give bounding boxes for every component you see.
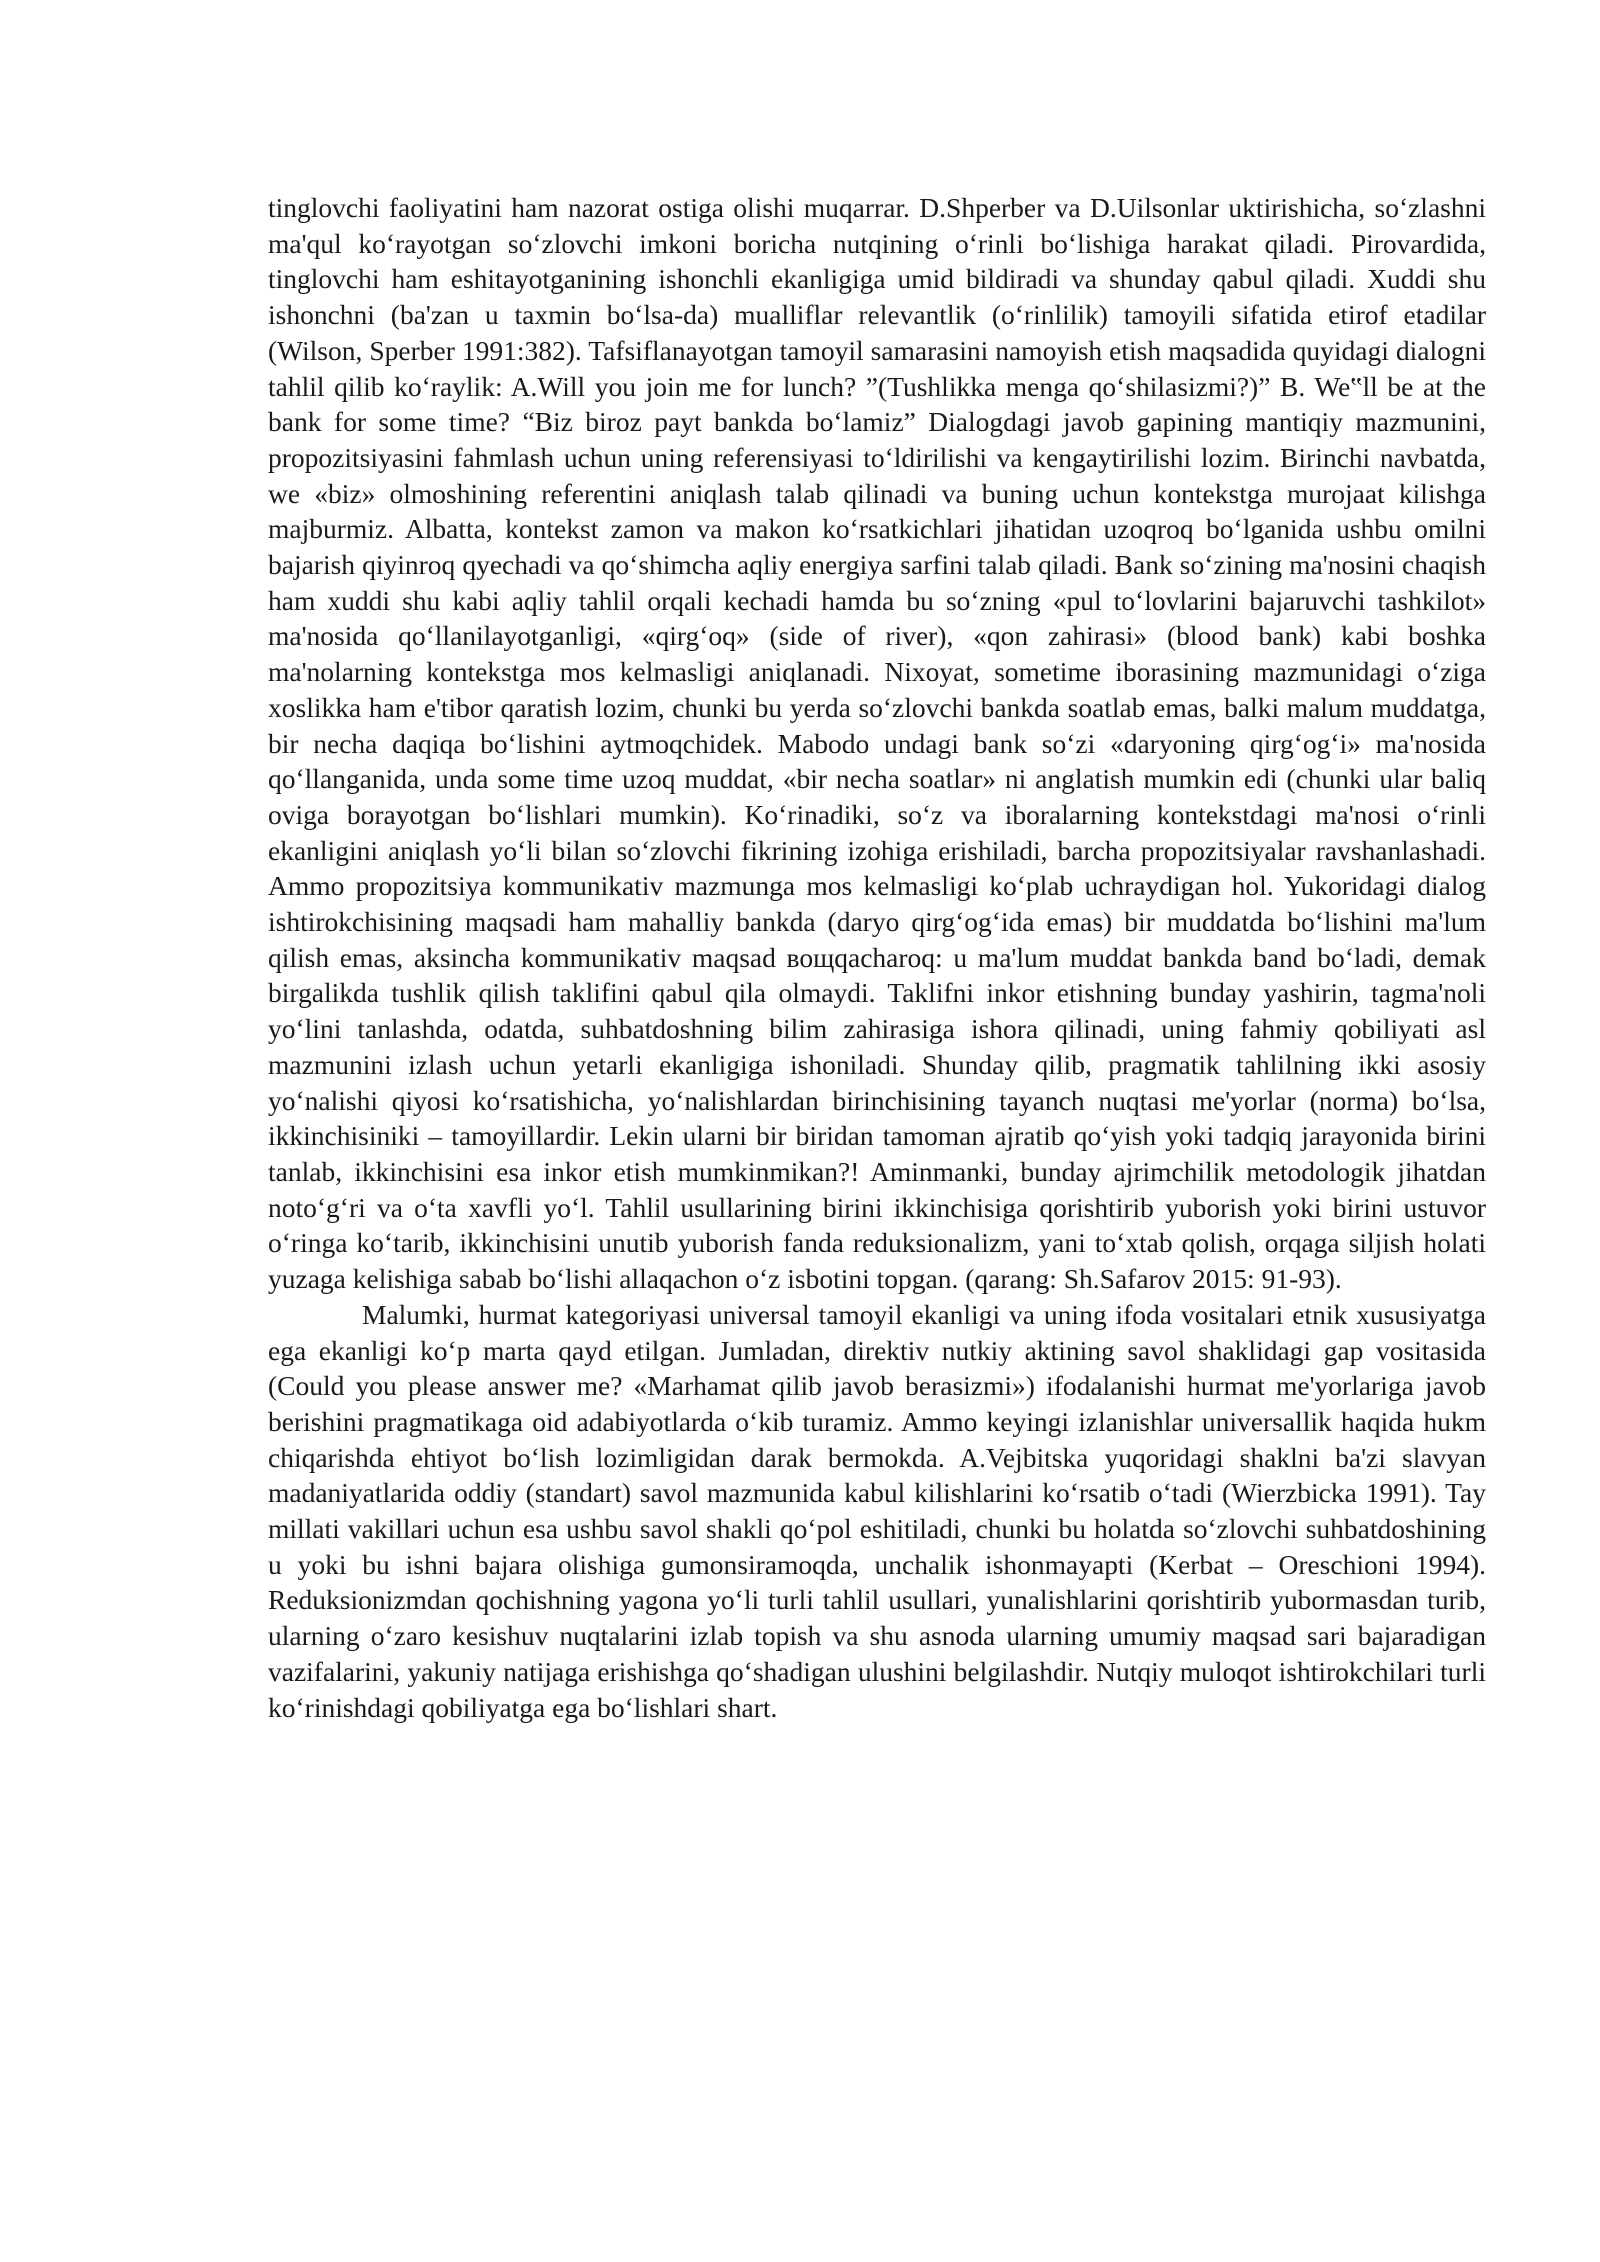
body-text [268, 190, 1486, 1725]
paragraph-politeness-category: Malumki, hurmat kategoriyasi universal tamoyil ekanligi va uning ifoda vositalari etnik xususiyatga ega ekanligi ko‘p marta qayd etilgan. Jumladan, direktiv nutkiy aktining savol shaklidagi gap vositasida (Could you please answer me? «Marhamat qilib javob berasizmi») ifodalanishi hurmat me'yorlariga javob berishini pragmatikaga oid adabiyotlarda o‘kib turamiz. Ammo keyingi izlanishlar universallik haqida hukm chiqarishda ehtiyot bo‘lish lozimligidan darak bermokda. A.Vejbitska yuqoridagi shaklni ba'zi slavyan madaniyatlarida oddiy (standart) savol mazmunida kabul kilishlarini ko‘rsatib o‘tadi (Wierzbicka 1991). Tay millati vakillari uchun esa ushbu savol shakli qo‘pol eshitiladi, chunki bu holatda so‘zlovchi suhbatdoshining u yoki bu ishni bajara olishiga gumonsiramoqda, unchalik ishonmayapti (Kerbat – Oreschioni 1994). Reduksionizmdan qochishning yagona yo‘li turli tahlil usullari, yunalishlarini qorishtirib yubormasdan turib, ularning o‘zaro kesishuv nuqtalarini izlab topish va shu asnoda ularning umumiy maqsad sari bajaradigan vazifalarini, yakuniy natijaga erishishga qo‘shadigan ulushini belgilashdir. Nutqiy muloqot ishtirokchilari turli ko‘rinishdagi qobiliyatga ega bo‘lishlari shart. [268, 1298, 1486, 1723]
paragraph-continuation: tinglovchi faoliyatini ham nazorat ostiga olishi muqarrar. D.Shperber va D.Uilsonlar uktirishicha, so‘zlashni ma'qul ko‘rayotgan so‘zlovchi imkoni boricha nutqining o‘rinli bo‘lishiga harakat qiladi. Pirovardida, tinglovchi ham eshitayotganining ishonchli ekanligiga umid bildiradi va shunday qabul qiladi. Xuddi shu ishonchni (ba'zan u taxmin bo‘lsa-da) mualliflar relevantlik (o‘rinlilik) tamoyili sifatida etirof etadilar (Wilson, Sperber 1991:382). Tafsiflanayotgan tamoyil samarasini namoyish etish maqsadida quyidagi dialogni tahlil qilib ko‘raylik: A.Will you join me for lunch? ”(Tushlikka menga qo‘shilasizmi?)” B. We‟ll be at the bank for some time? “Biz biroz payt bankda bo‘lamiz” Dialogdagi javob gapining mantiqiy mazmunini, propozitsiyasini fahmlash uchun uning referensiyasi to‘ldirilishi va kengaytirilishi lozim. Birinchi navbatda, we «biz» olmoshining referentini aniqlash talab qilinadi va buning uchun kontekstga murojaat kilishga majburmiz. Albatta, kontekst zamon va makon ko‘rsatkichlari jihatidan uzoqroq bo‘lganida ushbu omilni bajarish qiyinroq qyechadi va qo‘shimcha aqliy energiya sarfini talab qiladi. Bank so‘zining ma'nosini chaqish ham xuddi shu kabi aqliy tahlil orqali kechadi hamda bu so‘zning «pul to‘lovlarini bajaruvchi tashkilot» ma'nosida qo‘llanilayotganligi, «qirg‘oq» (side of river), «qon zahirasi» (blood bank) kabi boshka ma'nolarning kontekstga mos kelmasligi aniqlanadi. Nixoyat, sometime iborasining mazmunidagi o‘ziga xoslikka ham e'tibor qaratish lozim, chunki bu yerda so‘zlovchi bankda soatlab emas, balki malum muddatga, bir necha daqiqa bo‘lishini aytmoqchidek. Mabodo undagi bank so‘zi «daryoning qirg‘og‘i» ma'nosida qo‘llanganida, unda some time uzoq muddat, «bir necha soatlar» ni anglatish mumkin edi (chunki ular baliq oviga borayotgan bo‘lishlari mumkin). Ko‘rinadiki, so‘z va iboralarning kontekstdagi ma'nosi o‘rinli ekanligini aniqlash yo‘li bilan so‘zlovchi fikrining izohiga erishiladi, barcha propozitsiyalar ravshanlashadi. Ammo propozitsiya kommunikativ mazmunga mos kelmasligi ko‘plab uchraydigan hol. Yukoridagi dialog ishtirokchisining maqsadi ham mahalliy bankda (daryo qirg‘og‘ida emas) bir muddatda bo‘lishini ma'lum qilish emas, aksincha kommunikativ maqsad вощqacharoq: u ma'lum muddat bankda band bo‘ladi, demak birgalikda tushlik qilish taklifini qabul qila olmaydi. Taklifni inkor etishning bunday yashirin, tagma'noli yo‘lini tanlashda, odatda, suhbatdoshning bilim zahirasiga ishora qilinadi, uning fahmiy qobiliyati asl mazmunini izlash uchun yetarli ekanligiga ishoniladi. Shunday qilib, pragmatik tahlilning ikki asosiy yo‘nalishi qiyosi ko‘rsatishicha, yo‘nalishlardan birinchisining tayanch nuqtasi me'yorlar (norma) bo‘lsa, ikkinchisiniki – tamoyillardir. Lekin ularni bir biridan tamoman ajratib qo‘yish yoki tadqiq jarayonida birini tanlab, ikkinchisini esa inkor etish mumkinmikan?! Aminmanki, bunday ajrimchilik metodologik jihatdan noto‘g‘ri va o‘ta xavfli yo‘l. Tahlil usullarining birini ikkinchisiga qorishtirib yuborish yoki birini ustuvor o‘ringa ko‘tarib, ikkinchisini unutib yuborish fanda reduksionalizm, yani to‘xtab qolish, orqaga siljish holati yuzaga kelishiga sabab bo‘lishi allaqachon o‘z isbotini topgan. (qarang: Sh.Safarov 2015: 91-93). [268, 192, 1486, 1295]
